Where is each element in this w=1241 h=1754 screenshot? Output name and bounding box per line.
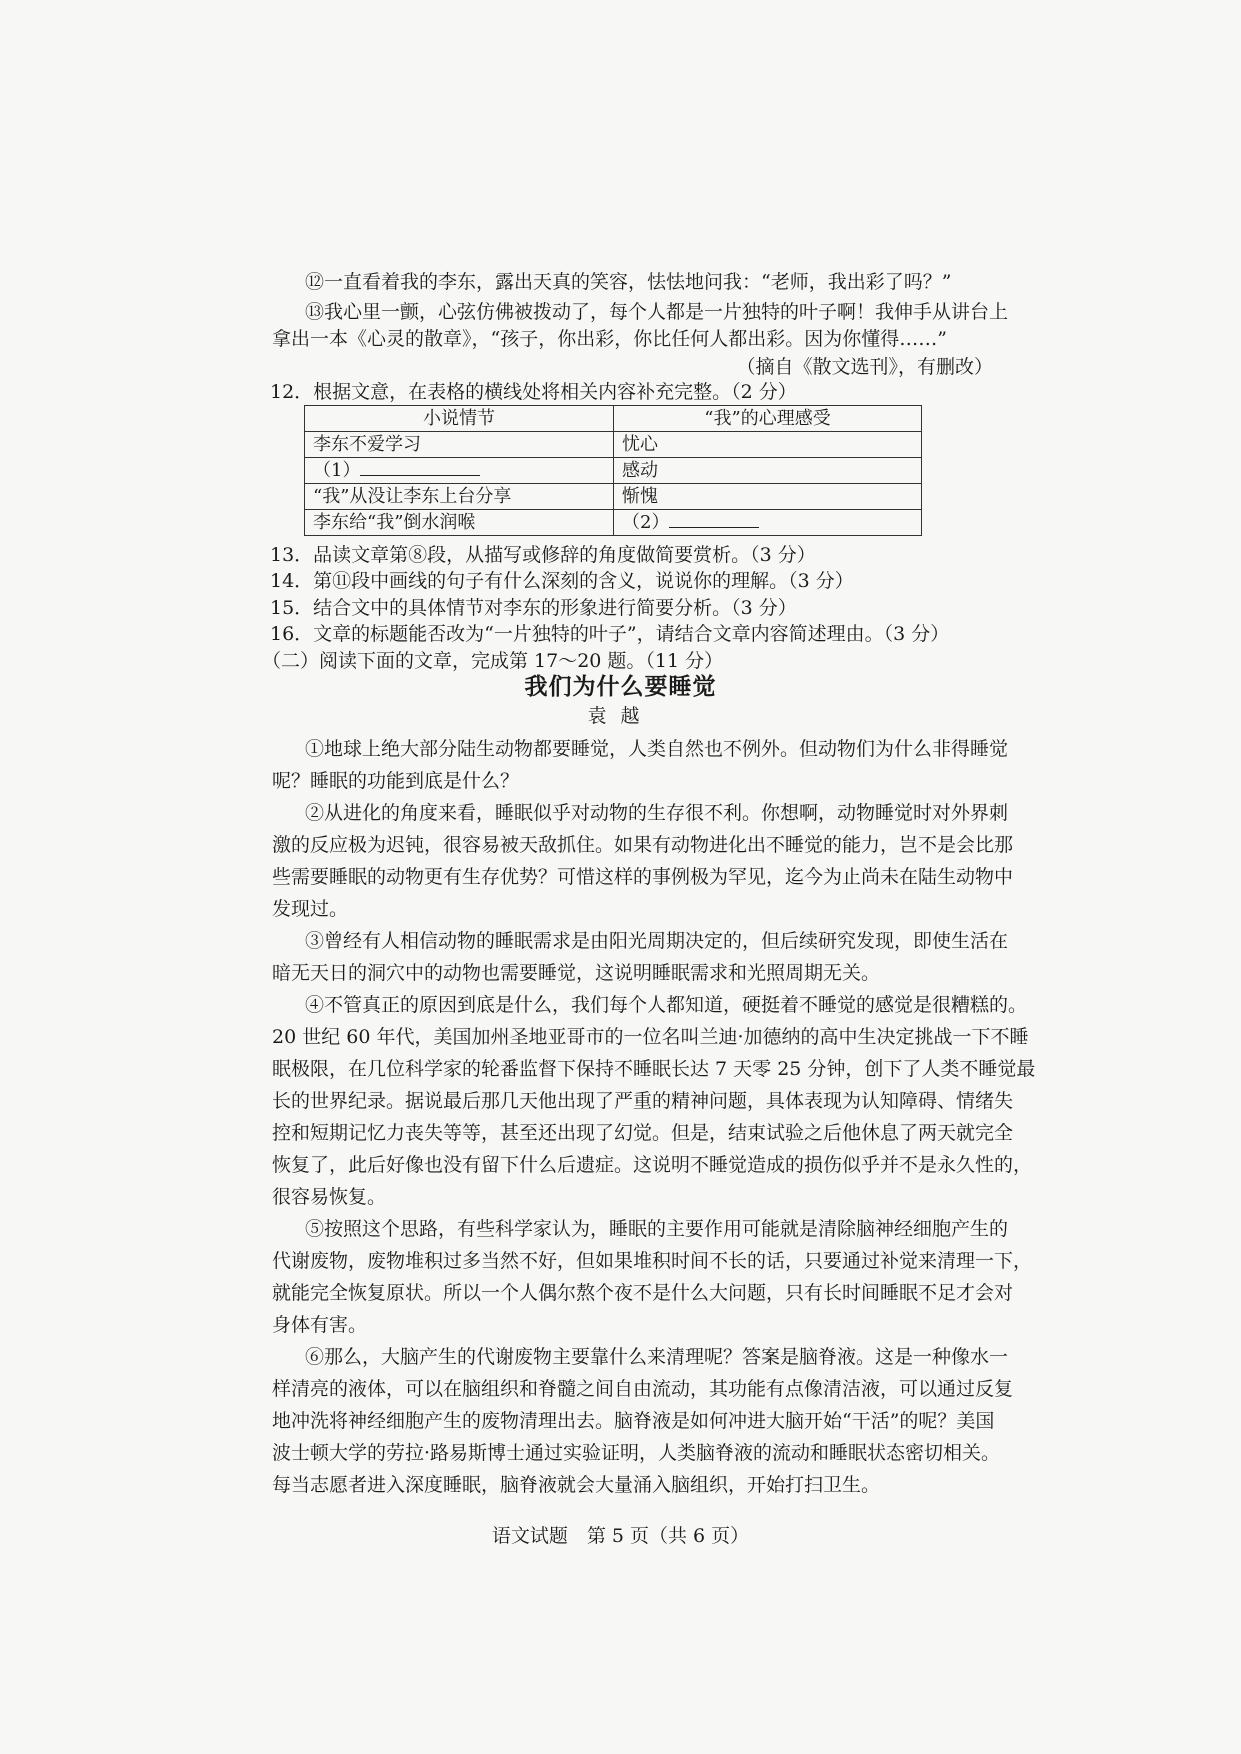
blank-label: （1） [313,459,361,481]
question-12-table [304,405,922,536]
article-line: 长的世界纪录。据说最后那几天他出现了严重的精神问题，具体表现为认知障碍、情绪失 [272,1090,1014,1112]
question-13: 13．品读文章第⑧段，从描写或修辞的角度做简要赏析。（3 分） [270,544,816,566]
table-cell: 李东给“我”倒水润喉 [305,510,614,536]
article-line: 20 世纪 60 年代，美国加州圣地亚哥市的一位名叫兰迪·加德纳的高中生决定挑战一下不睡 [272,1026,1029,1048]
article-line: 激的反应极为迟钝，很容易被天敌抓住。如果有动物进化出不睡觉的能力，岂不是会比那 [272,834,1014,856]
page-footer: 语文试题 第 5 页（共 6 页） [491,1525,750,1547]
article-line: 呢？睡眠的功能到底是什么？ [272,770,520,792]
article-line: ⑥那么，大脑产生的代谢废物主要靠什么来清理呢？答案是脑脊液。这是一种像水一 [305,1346,1009,1368]
question-12: 12．根据文意，在表格的横线处将相关内容补充完整。（2 分） [270,381,797,403]
table-header-cell: 小说情节 [305,406,614,432]
answer-blank-2[interactable] [669,511,759,528]
article-line: 控和短期记忆力丧失等等，甚至还出现了幻觉。但是，结束试验之后他休息了两天就完全 [272,1122,1014,1144]
article-author: 袁越 [587,705,654,727]
story-para-12: ⑫一直看着我的李东，露出天真的笑容，怯怯地问我：“老师，我出彩了吗？” [305,271,952,293]
table-cell: 惭愧 [614,484,922,510]
table-row [305,432,922,458]
table-cell: “我”从没让李东上台分享 [305,484,614,510]
story-source: （摘自《散文选刊》，有删改） [736,356,993,378]
blank-label: （2） [622,511,670,533]
article-line: 身体有害。 [272,1314,368,1336]
article-line: 些需要睡眠的动物更有生存优势？可惜这样的事例极为罕见，迄今为止尚未在陆生动物中 [272,866,1014,888]
article-line: ①地球上绝大部分陆生动物都要睡觉，人类自然也不例外。但动物们为什么非得睡觉 [305,738,1009,760]
table-cell-blank[interactable] [305,458,614,484]
article-line: 眠极限，在几位科学家的轮番监督下保持不睡眠长达 7 天零 25 分钟，创下了人类不睡觉最 [272,1058,1036,1080]
article-title: 我们为什么要睡觉 [524,674,717,700]
section-2-heading: （二）阅读下面的文章，完成第 17～20 题。（11 分） [262,650,724,672]
table-header-row [305,406,922,432]
article-line: 恢复了，此后好像也没有留下什么后遗症。这说明不睡觉造成的损伤似乎并不是永久性的， [272,1154,1033,1176]
table-cell: 忧心 [614,432,922,458]
table-row [305,484,922,510]
story-para-13-line2: 拿出一本《心灵的散章》，“孩子，你出彩，你比任何人都出彩。因为你懂得……” [272,328,947,350]
question-15: 15．结合文中的具体情节对李东的形象进行简要分析。（3 分） [270,597,797,619]
article-line: ④不管真正的原因到底是什么，我们每个人都知道，硬挺着不睡觉的感觉是很糟糕的。 [305,994,1028,1016]
table-cell-blank[interactable] [614,510,922,536]
article-line: ③曾经有人相信动物的睡眠需求是由阳光周期决定的，但后续研究发现，即使生活在 [305,930,1009,952]
answer-blank-1[interactable] [360,459,480,476]
table-header-cell: “我”的心理感受 [614,406,922,432]
article-line: 样清亮的液体，可以在脑组织和脊髓之间自由流动，其功能有点像清洁液，可以通过反复 [272,1378,1014,1400]
article-line: 地冲洗将神经细胞产生的废物清理出去。脑脊液是如何冲进大脑开始“干活”的呢？美国 [272,1410,995,1432]
article-line: 波士顿大学的劳拉·路易斯博士通过实验证明，人类脑脊液的流动和睡眠状态密切相关。 [272,1442,1001,1464]
article-line: 发现过。 [272,898,349,920]
article-line: 就能完全恢复原状。所以一个人偶尔熬个夜不是什么大问题，只有长时间睡眠不足才会对 [272,1282,1014,1304]
article-line: 很容易恢复。 [272,1186,387,1208]
story-para-13-line1: ⑬我心里一颤，心弦仿佛被拨动了，每个人都是一片独特的叶子啊！我伸手从讲台上 [305,301,1009,323]
question-14: 14．第⑪段中画线的句子有什么深刻的含义，说说你的理解。（3 分） [270,570,854,592]
article-line: ⑤按照这个思路，有些科学家认为，睡眠的主要作用可能就是清除脑神经细胞产生的 [305,1218,1009,1240]
table-row [305,458,922,484]
table-cell: 李东不爱学习 [305,432,614,458]
article-line: 暗无天日的洞穴中的动物也需要睡觉，这说明睡眠需求和光照周期无关。 [272,962,881,984]
article-line: 代谢废物，废物堆积过多当然不好，但如果堆积时间不长的话，只要通过补觉来清理一下， [272,1250,1033,1272]
question-16: 16．文章的标题能否改为“一片独特的叶子”，请结合文章内容简述理由。（3 分） [270,623,950,645]
article-line: 每当志愿者进入深度睡眠，脑脊液就会大量涌入脑组织，开始打扫卫生。 [272,1474,881,1496]
article-line: ②从进化的角度来看，睡眠似乎对动物的生存很不利。你想啊，动物睡觉时对外界刺 [305,802,1009,824]
table-cell: 感动 [614,458,922,484]
table-row [305,510,922,536]
